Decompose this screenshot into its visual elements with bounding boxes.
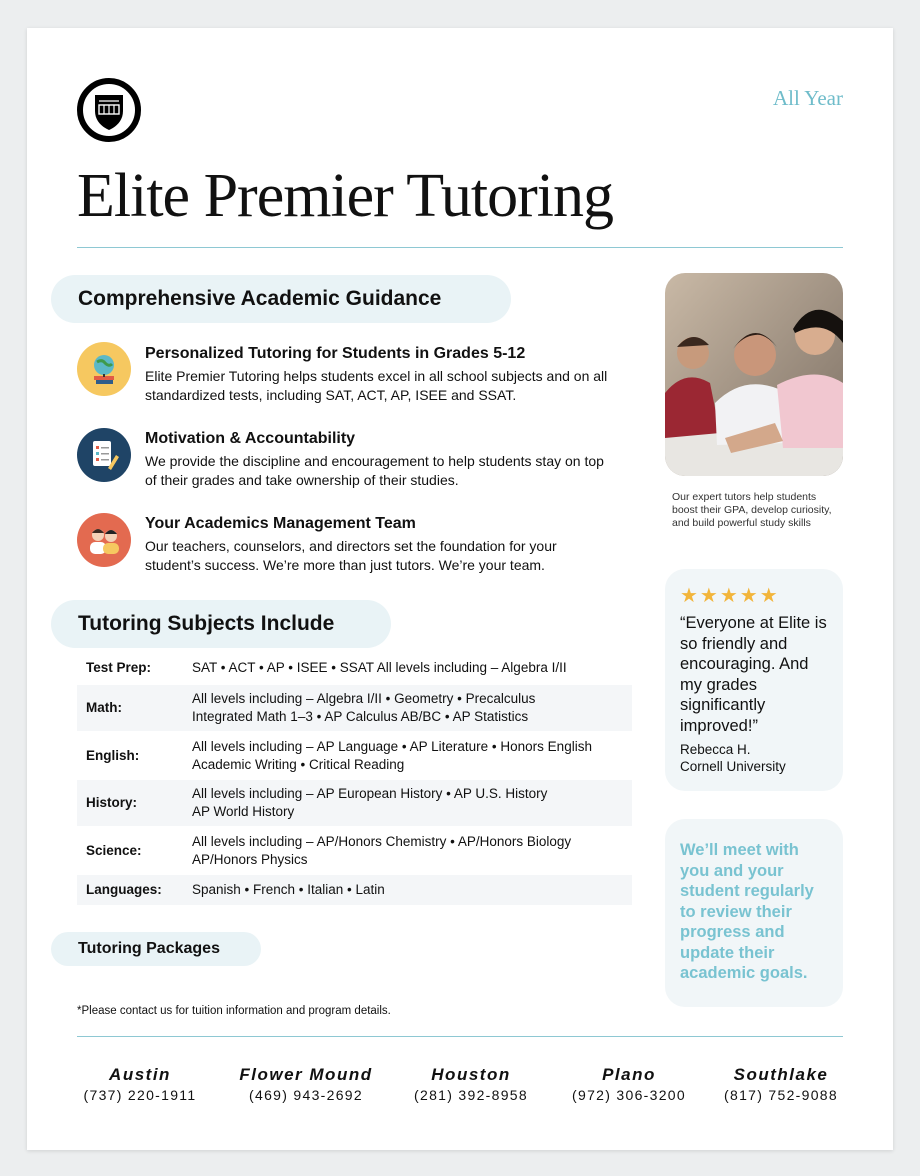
location-city: Plano — [602, 1065, 656, 1084]
subject-line: All levels including – Algebra I/II • Geometry • Precalculus — [192, 691, 536, 706]
photo-caption: Our expert tutors help students boost their GPA, develop curiosity, and build powerful study skills — [672, 491, 832, 529]
testimonial-author — [680, 741, 786, 775]
team-people-icon — [77, 513, 131, 567]
tuition-note: *Please contact us for tuition information and program details. — [77, 1005, 391, 1017]
location-phone[interactable]: (737) 220-1911 — [83, 1087, 197, 1103]
location-phone[interactable]: (281) 392-8958 — [414, 1087, 528, 1103]
location-phone[interactable]: (972) 306-3200 — [572, 1087, 686, 1103]
checklist-pencil-icon — [77, 428, 131, 482]
flyer-page — [27, 28, 893, 1150]
students-photo — [665, 273, 843, 476]
subject-label: Languages: — [77, 875, 192, 905]
subject-detail — [192, 731, 632, 780]
feature-body-personalized: Elite Premier Tutoring helps students excel in all school subjects and on all standardized tests, including SAT, ACT, AP, ISEE and SSAT. — [145, 368, 608, 403]
subject-line: AP World History — [192, 804, 295, 819]
header-divider — [77, 247, 843, 248]
subject-label: English: — [86, 747, 140, 763]
feature-body-team: Our teachers, counselors, and directors set the foundation for your student’s success. We’re more than just tutors. We’re your team. — [145, 538, 557, 573]
subject-line: All levels including – AP Language • AP Literature • Honors English — [192, 738, 592, 754]
subject-line: Integrated Math 1–3 • AP Calculus AB/BC • AP Statistics — [192, 709, 529, 724]
location-plano — [572, 1065, 686, 1103]
feature-title-team: Your Academics Management Team — [145, 515, 416, 532]
subject-line: Academic Writing • Critical Reading — [192, 756, 405, 772]
packages-heading: Tutoring Packages — [51, 932, 261, 966]
subject-line: All levels including – AP/Honors Chemistry • AP/Honors Biology — [192, 833, 572, 849]
subjects-heading: Tutoring Subjects Include — [51, 600, 391, 648]
location-flower-mound — [239, 1065, 372, 1103]
subject-label: History: — [77, 780, 192, 826]
subject-line: All levels including – AP European History • AP U.S. History — [192, 786, 548, 801]
subject-detail — [192, 685, 632, 731]
table-row — [77, 826, 632, 875]
star-rating: ★★★★★ — [680, 585, 780, 607]
meeting-text: We’ll meet with you and your student regularly to review their progress and update their academic goals. — [680, 841, 814, 982]
table-row — [77, 780, 632, 826]
subjects-table — [77, 651, 632, 905]
footer-divider — [77, 1036, 843, 1037]
feature-title-motivation: Motivation & Accountability — [145, 430, 356, 447]
table-row — [77, 731, 632, 780]
location-phone[interactable]: (469) 943-2692 — [249, 1087, 363, 1103]
subject-detail — [192, 875, 632, 905]
feature-body-motivation: We provide the discipline and encouragement to help students stay on top of their grades and take ownership of their studies. — [145, 453, 604, 488]
location-city: Austin — [109, 1065, 171, 1084]
author-name: Rebecca H. — [680, 742, 751, 757]
table-row — [77, 685, 632, 731]
guidance-heading: Comprehensive Academic Guidance — [51, 275, 511, 323]
shield-crest-icon — [77, 78, 141, 142]
subject-line: AP/Honors Physics — [192, 851, 308, 867]
location-city: Flower Mound — [239, 1065, 373, 1084]
globe-books-icon — [77, 342, 131, 396]
location-houston — [414, 1065, 528, 1103]
season-label: All Year — [772, 86, 843, 110]
location-austin — [84, 1065, 197, 1103]
table-row — [77, 651, 632, 685]
location-city: Southlake — [733, 1065, 829, 1084]
subject-line: SAT • ACT • AP • ISEE • SSAT All levels including – Algebra I/II — [192, 660, 567, 675]
feature-title-personalized: Personalized Tutoring for Students in Grades 5-12 — [145, 345, 526, 362]
subject-label: Science: — [86, 842, 142, 858]
subject-label: Math: — [77, 685, 192, 731]
subject-detail — [192, 651, 632, 685]
page-title: Elite Premier Tutoring — [77, 162, 613, 230]
location-phone[interactable]: (817) 752-9088 — [724, 1087, 838, 1103]
location-city: Houston — [431, 1065, 511, 1084]
table-row — [77, 875, 632, 905]
subject-label: Test Prep: — [86, 660, 152, 675]
subject-detail — [192, 826, 632, 875]
subject-detail — [192, 780, 632, 826]
subject-line: Spanish • French • Italian • Latin — [192, 882, 385, 897]
author-school: Cornell University — [680, 759, 786, 774]
testimonial-quote: “Everyone at Elite is so friendly and encouraging. And my grades significantly improved!” — [680, 614, 827, 735]
location-southlake — [724, 1065, 838, 1103]
